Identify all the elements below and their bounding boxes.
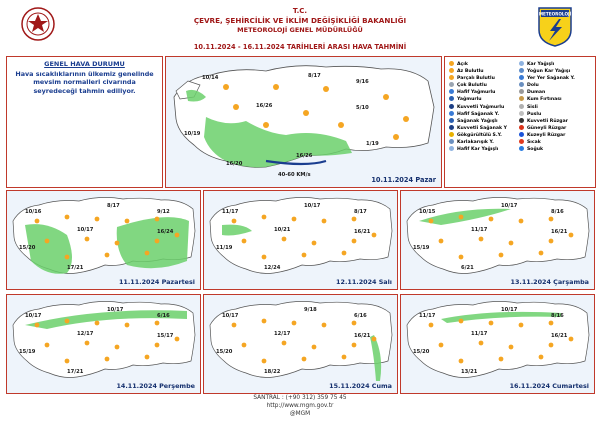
sun-icon xyxy=(262,255,267,260)
temp-label: 13/21 xyxy=(461,369,478,375)
temp-label: 16/21 xyxy=(551,229,568,235)
legend-label: Sisli xyxy=(527,104,538,110)
legend-column-2 xyxy=(519,61,575,153)
legend-label: Hafif Sağanak Y. xyxy=(457,111,500,117)
temp-label: 11/17 xyxy=(471,227,488,233)
legend-item xyxy=(449,104,507,111)
temp-label: 16/21 xyxy=(354,333,371,339)
temp-5: 10/19 xyxy=(184,131,201,137)
sun-icon xyxy=(519,323,524,328)
sun-icon xyxy=(115,241,120,246)
sun-icon xyxy=(509,241,514,246)
sun-icon xyxy=(459,359,464,364)
temp-label: 17/21 xyxy=(67,369,84,375)
sun-icon xyxy=(439,239,444,244)
sun-icon xyxy=(322,219,327,224)
temp-label: 10/17 xyxy=(501,203,518,209)
sun-icon xyxy=(85,237,90,242)
sun-icon xyxy=(372,337,377,342)
sun-icon xyxy=(85,341,90,346)
day-date-label: 16.11.2024 Cumartesi xyxy=(509,382,589,390)
sun-icon xyxy=(322,323,327,328)
day-map-svg xyxy=(204,295,397,393)
legend-symbol-icon xyxy=(449,61,454,66)
sun-icon xyxy=(312,345,317,350)
legend-symbol-icon xyxy=(519,61,524,66)
legend-item xyxy=(449,125,507,132)
day-forecast-map xyxy=(203,294,398,394)
legend-label: Karlakarışık Y. xyxy=(457,140,494,146)
legend-label: Sıcak xyxy=(527,140,541,146)
legend-label: Yoğun Kar Yağışı xyxy=(527,69,571,75)
sun-icon xyxy=(459,255,464,260)
legend-symbol-icon xyxy=(449,89,454,94)
sun-icon xyxy=(45,239,50,244)
legend-item xyxy=(449,75,507,82)
sun-icon xyxy=(232,219,237,224)
day-map-svg xyxy=(401,295,594,393)
day-forecast-map xyxy=(203,190,398,290)
legend-item xyxy=(519,104,575,111)
legend-symbol-icon xyxy=(519,125,524,130)
legend-item xyxy=(519,111,575,118)
sun-icon xyxy=(155,239,160,244)
temp-label: 12/17 xyxy=(274,331,291,337)
temp-label: 15/20 xyxy=(216,349,233,355)
legend-label: Kuzeyli Rüzgar xyxy=(527,132,566,138)
legend-item xyxy=(449,139,507,146)
temp-label: 10/17 xyxy=(25,313,42,319)
sun-icon xyxy=(125,323,130,328)
legend-symbol-icon xyxy=(519,75,524,80)
sun-icon xyxy=(262,215,267,220)
sun-icon xyxy=(429,219,434,224)
sun-icon xyxy=(175,233,180,238)
legend-item xyxy=(519,68,575,75)
temp-label: 6/16 xyxy=(157,313,170,319)
sun-icon xyxy=(292,321,297,326)
temp-0: 10/14 xyxy=(202,75,219,81)
temp-label: 6/21 xyxy=(461,265,474,271)
sun-icon xyxy=(352,321,357,326)
legend-item xyxy=(519,125,575,132)
sun-icon xyxy=(499,357,504,362)
temp-2: 9/16 xyxy=(356,79,369,85)
temp-6: 16/20 xyxy=(226,161,243,167)
sun-icon xyxy=(352,239,357,244)
legend-symbol-icon xyxy=(519,96,524,101)
legend-symbol-icon xyxy=(449,68,454,73)
sun-icon xyxy=(499,253,504,258)
legend-item xyxy=(449,61,507,68)
legend-item xyxy=(519,139,575,146)
sun-icon xyxy=(479,237,484,242)
legend-label: Kuvvetli Yağmurlu xyxy=(457,104,505,110)
day-forecast-map xyxy=(6,190,201,290)
temp-3: 16/26 xyxy=(256,103,273,109)
temp-label: 16/21 xyxy=(551,333,568,339)
legend-symbol-icon xyxy=(449,146,454,151)
temp-label: 11/17 xyxy=(471,331,488,337)
legend-label: Puslu xyxy=(527,111,542,117)
wind-note: 40-60 KM/s xyxy=(278,172,311,178)
legend-label: Yer Yer Sağanak Y. xyxy=(527,76,575,82)
sun-icon xyxy=(342,251,347,256)
legend-item xyxy=(519,132,575,139)
temp-label: 15/19 xyxy=(413,245,430,251)
temp-label: 8/17 xyxy=(354,209,367,215)
general-weather-text: Hava sıcaklıklarının ülkemiz genelinde mevsim normalleri civarında seyredeceği tahmin ediliyor. xyxy=(15,70,154,95)
day-map-svg xyxy=(204,191,397,289)
temp-label: 18/22 xyxy=(264,369,281,375)
legend-symbol-icon xyxy=(449,125,454,130)
sun-icon xyxy=(439,343,444,348)
sun-icon xyxy=(549,343,554,348)
day-forecast-map xyxy=(400,294,595,394)
sun-icon xyxy=(479,341,484,346)
day-date-label: 11.11.2024 Pazartesi xyxy=(118,278,195,286)
temp-1: 8/17 xyxy=(308,73,321,79)
day-date-label: 12.11.2024 Salı xyxy=(336,278,392,286)
sun-icon xyxy=(302,357,307,362)
legend-label: Az Bulutlu xyxy=(457,69,484,75)
sun-icon xyxy=(342,355,347,360)
temp-label: 8/16 xyxy=(551,313,564,319)
sun-icon xyxy=(569,233,574,238)
legend-label: Parçalı Bulutlu xyxy=(457,76,495,82)
legend-label: Kar Yağışlı xyxy=(527,62,555,67)
temp-label: 8/17 xyxy=(107,203,120,209)
day-date-label: 14.11.2024 Perşembe xyxy=(116,382,195,390)
legend-item xyxy=(449,96,507,103)
legend-label: Çok Bulutlu xyxy=(457,83,487,89)
temp-label: 11/19 xyxy=(216,245,233,251)
legend-item xyxy=(449,146,507,153)
legend-item xyxy=(449,118,507,125)
rain-area xyxy=(117,217,189,268)
sun-icon xyxy=(262,319,267,324)
temp-4: 5/10 xyxy=(356,105,369,111)
legend-label: Kuvvetli Rüzgar xyxy=(527,118,568,124)
sun-icon xyxy=(125,219,130,224)
legend-item xyxy=(519,89,575,96)
legend-symbol-icon xyxy=(519,68,524,73)
sun-icon xyxy=(155,217,160,222)
legend-symbol-icon xyxy=(449,104,454,109)
sun-icon xyxy=(65,215,70,220)
general-weather-panel xyxy=(6,56,163,188)
sun-icon xyxy=(145,355,150,360)
legend-column-1 xyxy=(449,61,507,153)
sun-icon xyxy=(372,233,377,238)
legend-symbol-icon xyxy=(449,139,454,144)
temp-label: 10/17 xyxy=(501,307,518,313)
legend-label: Hafif Yağmurlu xyxy=(457,90,496,96)
legend-symbol-icon xyxy=(449,82,454,87)
day-date-label: 15.11.2024 Cuma xyxy=(329,382,392,390)
meteoroloji-logo-icon xyxy=(535,4,575,48)
footer-santral: SANTRAL : (+90 312) 359 75 45 xyxy=(253,395,347,401)
legend-symbol-icon xyxy=(519,82,524,87)
temp-label: 10/17 xyxy=(222,313,239,319)
legend-label: Dolu xyxy=(527,83,539,89)
general-weather-title: GENEL HAVA DURUMU xyxy=(44,60,125,68)
temp-label: 16/24 xyxy=(157,229,174,235)
legend-symbol-icon xyxy=(519,104,524,109)
legend-item xyxy=(519,118,575,125)
footer-social[interactable]: @MGM xyxy=(289,411,311,417)
legend-symbol-icon xyxy=(519,146,524,151)
sun-icon xyxy=(539,355,544,360)
sun-icon xyxy=(145,251,150,256)
legend-label: Duman xyxy=(527,90,546,96)
legend-symbol-icon xyxy=(449,75,454,80)
legend-item xyxy=(449,68,507,75)
day-map-svg xyxy=(401,191,594,289)
temp-label: 12/24 xyxy=(264,265,281,271)
temp-7: 16/26 xyxy=(296,153,313,159)
directorate-title: METEOROLOJİ GENEL MÜDÜRLÜĞÜ xyxy=(237,26,363,34)
sun-icon xyxy=(175,337,180,342)
temp-label: 17/21 xyxy=(67,265,84,271)
sun-icon xyxy=(35,323,40,328)
legend-label: Soğuk xyxy=(527,147,544,153)
legend-symbol-icon xyxy=(519,132,524,137)
day-date-label: 13.11.2024 Çarşamba xyxy=(510,278,589,286)
legend-label: Yağmurlu xyxy=(457,97,482,103)
main-forecast-map xyxy=(165,56,442,188)
temp-label: 10/17 xyxy=(77,227,94,233)
temp-label: 15/19 xyxy=(19,349,36,355)
sun-icon xyxy=(95,217,100,222)
header-line-1: T.C. xyxy=(292,7,308,15)
legend-label: Güneyli Rüzgar xyxy=(527,125,567,131)
temp-label: 12/17 xyxy=(77,331,94,337)
sun-icon xyxy=(489,217,494,222)
temp-label: 10/15 xyxy=(419,209,436,215)
temp-label: 10/21 xyxy=(274,227,291,233)
temp-label: 15/20 xyxy=(413,349,430,355)
legend-item xyxy=(449,82,507,89)
temp-label: 10/17 xyxy=(107,307,124,313)
legend-item xyxy=(519,61,575,68)
ministry-emblem-icon xyxy=(20,6,56,42)
forecast-date-range: 10.11.2024 - 16.11.2024 TARİHLERİ ARASI HAVA TAHMİNİ xyxy=(193,43,407,51)
sun-icon xyxy=(65,255,70,260)
legend-label: Kuvvetli Sağanak Y xyxy=(457,125,507,131)
legend-label: Gökgürültülü S.Y. xyxy=(457,132,502,138)
footer-web[interactable]: http://www.mgm.gov.tr xyxy=(266,403,334,409)
legend-item xyxy=(519,96,575,103)
temp-label: 15/20 xyxy=(19,245,36,251)
sun-icon xyxy=(105,357,110,362)
legend-symbol-icon xyxy=(449,96,454,101)
sun-icon xyxy=(302,253,307,258)
sun-icon xyxy=(549,217,554,222)
sun-icon xyxy=(429,323,434,328)
sun-icon xyxy=(45,343,50,348)
legend-symbol-icon xyxy=(449,118,454,123)
legend-item xyxy=(449,132,507,139)
sun-icon xyxy=(65,319,70,324)
legend-item xyxy=(519,75,575,82)
legend-symbol-icon xyxy=(519,89,524,94)
legend-symbol-icon xyxy=(519,118,524,123)
sun-icon xyxy=(105,253,110,258)
legend-symbol-icon xyxy=(519,111,524,116)
legend-label: Açık xyxy=(457,62,468,67)
sun-icon xyxy=(35,219,40,224)
legend-symbol-icon xyxy=(449,111,454,116)
sun-icon xyxy=(549,239,554,244)
sun-icon xyxy=(292,217,297,222)
sun-icon xyxy=(489,321,494,326)
legend-panel xyxy=(444,56,596,188)
sun-icon xyxy=(549,321,554,326)
sun-icon xyxy=(155,321,160,326)
legend-item xyxy=(519,82,575,89)
legend-item xyxy=(449,111,507,118)
temp-label: 8/16 xyxy=(551,209,564,215)
sun-icon xyxy=(509,345,514,350)
legend-symbol-icon xyxy=(519,139,524,144)
sun-icon xyxy=(539,251,544,256)
temp-label: 6/16 xyxy=(354,313,367,319)
temp-label: 9/12 xyxy=(157,209,170,215)
sun-icon xyxy=(262,359,267,364)
sun-icon xyxy=(459,319,464,324)
sun-icon xyxy=(282,341,287,346)
legend-item xyxy=(449,89,507,96)
main-map-svg xyxy=(166,57,441,187)
main-map-date: 10.11.2024 Pazar xyxy=(371,176,436,184)
sun-icon xyxy=(95,321,100,326)
sun-icon xyxy=(312,241,317,246)
temp-label: 11/17 xyxy=(419,313,436,319)
temp-label: 16/21 xyxy=(354,229,371,235)
temp-label: 10/17 xyxy=(304,203,321,209)
legend-symbol-icon xyxy=(449,132,454,137)
legend-item xyxy=(519,146,575,153)
day-map-svg xyxy=(7,191,200,289)
temp-label: 15/17 xyxy=(157,333,174,339)
sun-icon xyxy=(459,215,464,220)
day-forecast-map xyxy=(400,190,595,290)
sun-icon xyxy=(232,323,237,328)
sun-icon xyxy=(569,337,574,342)
day-map-svg xyxy=(7,295,200,393)
sun-icon xyxy=(155,343,160,348)
sun-icon xyxy=(519,219,524,224)
sun-icon xyxy=(282,237,287,242)
sun-icon xyxy=(242,239,247,244)
temp-label: 10/16 xyxy=(25,209,42,215)
legend-label: Hafif Kar Yağışlı xyxy=(457,147,499,153)
temp-8: 1/19 xyxy=(366,141,379,147)
sun-icon xyxy=(352,217,357,222)
sun-icon xyxy=(242,343,247,348)
temp-label: 9/18 xyxy=(304,307,317,313)
legend-label: Sağanak Yağışlı xyxy=(457,118,498,124)
sun-icon xyxy=(352,343,357,348)
legend-label: Kum Fırtınası xyxy=(527,97,562,103)
temp-label: 11/17 xyxy=(222,209,239,215)
ministry-title: ÇEVRE, ŞEHİRCİLİK VE İKLİM DEĞİŞİKLİĞİ BAKANLIĞI xyxy=(193,16,407,25)
day-forecast-map xyxy=(6,294,201,394)
sun-icon xyxy=(65,359,70,364)
logo-text: METEOROLOJİ xyxy=(538,11,572,17)
sun-icon xyxy=(115,345,120,350)
